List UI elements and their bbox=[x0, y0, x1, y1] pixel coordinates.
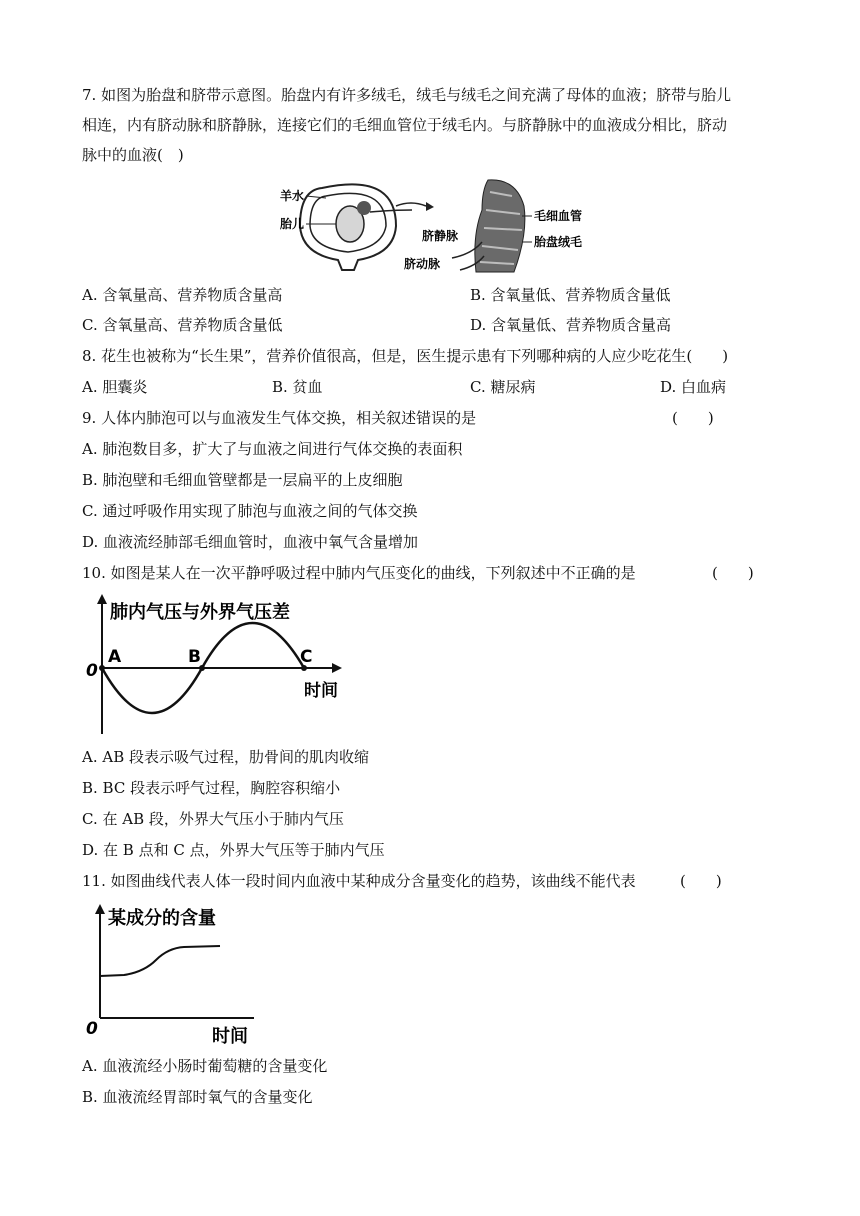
q11-ylabel: 某成分的含量 bbox=[108, 908, 216, 929]
q10-stem: 10. 如图是某人在一次平静呼吸过程中肺内气压变化的曲线，下列叙述中不正确的是 bbox=[82, 564, 636, 582]
q8-option-d: D. 白血病 bbox=[660, 378, 727, 396]
q9-option-d: D. 血液流经肺部毛细血管时，血液中氧气含量增加 bbox=[82, 533, 419, 551]
q11-option-a: A. 血液流经小肠时葡萄糖的含量变化 bbox=[82, 1057, 328, 1075]
q7-stem-line2: 相连，内有脐动脉和脐静脉，连接它们的毛细血管位于绒毛内。与脐静脉中的血液成分相比，脐动 bbox=[82, 116, 728, 134]
q11-content-curve bbox=[84, 900, 264, 1046]
q7-placenta-figure bbox=[276, 176, 616, 276]
q8-stem: 8. 花生也被称为“长生果”，营养价值很高，但是，医生提示患有下列哪种病的人应少吃花生( ) bbox=[82, 347, 729, 365]
q10-point-b: B bbox=[188, 647, 201, 667]
q7-stem-line3: 脉中的血液( ) bbox=[82, 146, 184, 164]
q9-option-b: B. 肺泡壁和毛细血管壁都是一层扁平的上皮细胞 bbox=[82, 471, 403, 489]
q8-option-c: C. 糖尿病 bbox=[470, 378, 536, 396]
q9-option-a: A. 肺泡数目多，扩大了与血液之间进行气体交换的表面积 bbox=[82, 440, 463, 458]
q11-answer-paren: ( ) bbox=[680, 872, 722, 890]
q10-xlabel: 时间 bbox=[304, 681, 338, 701]
q11-xlabel: 时间 bbox=[212, 1026, 248, 1046]
label-fetus: 胎儿 bbox=[280, 217, 305, 231]
q10-origin: 0 bbox=[86, 661, 98, 681]
q9-option-c: C. 通过呼吸作用实现了肺泡与血液之间的气体交换 bbox=[82, 502, 418, 520]
q8-option-b: B. 贫血 bbox=[272, 378, 323, 396]
q8-option-a: A. 胆囊炎 bbox=[82, 378, 148, 396]
q9-stem: 9. 人体内肺泡可以与血液发生气体交换，相关叙述错误的是 bbox=[82, 409, 477, 427]
q11-stem: 11. 如图曲线代表人体一段时间内血液中某种成分含量变化的趋势，该曲线不能代表 bbox=[82, 872, 636, 890]
label-villi: 胎盘绒毛 bbox=[534, 235, 583, 249]
q7-stem-line1: 7. 如图为胎盘和脐带示意图。胎盘内有许多绒毛，绒毛与绒毛之间充满了母体的血液；脐带与胎儿 bbox=[82, 86, 732, 104]
label-umbilical-artery: 脐动脉 bbox=[404, 257, 441, 271]
q11-origin: 0 bbox=[86, 1019, 98, 1039]
q10-option-c: C. 在 AB 段，外界大气压小于肺内气压 bbox=[82, 810, 344, 828]
q7-option-b: B. 含氧量低、营养物质含量低 bbox=[470, 286, 671, 304]
q11-option-b: B. 血液流经胃部时氧气的含量变化 bbox=[82, 1088, 313, 1106]
q10-option-a: A. AB 段表示吸气过程，肋骨间的肌肉收缩 bbox=[82, 748, 369, 766]
q7-option-d: D. 含氧量低、营养物质含量高 bbox=[470, 316, 672, 334]
q10-answer-paren: ( ) bbox=[712, 564, 754, 582]
q10-point-a: A bbox=[108, 647, 122, 667]
q9-answer-paren: ( ) bbox=[672, 409, 714, 427]
q10-point-c: C bbox=[300, 647, 313, 667]
q7-option-a: A. 含氧量高、营养物质含量高 bbox=[82, 286, 283, 304]
q10-option-b: B. BC 段表示呼气过程，胸腔容积缩小 bbox=[82, 779, 341, 797]
q10-option-d: D. 在 B 点和 C 点，外界大气压等于肺内气压 bbox=[82, 841, 385, 859]
q7-option-c: C. 含氧量高、营养物质含量低 bbox=[82, 316, 283, 334]
label-umbilical-vein: 脐静脉 bbox=[422, 229, 459, 243]
label-amniotic: 羊水 bbox=[280, 189, 305, 203]
q10-pressure-curve bbox=[84, 592, 354, 738]
label-capillary: 毛细血管 bbox=[534, 209, 583, 223]
q10-ylabel: 肺内气压与外界气压差 bbox=[110, 602, 290, 623]
